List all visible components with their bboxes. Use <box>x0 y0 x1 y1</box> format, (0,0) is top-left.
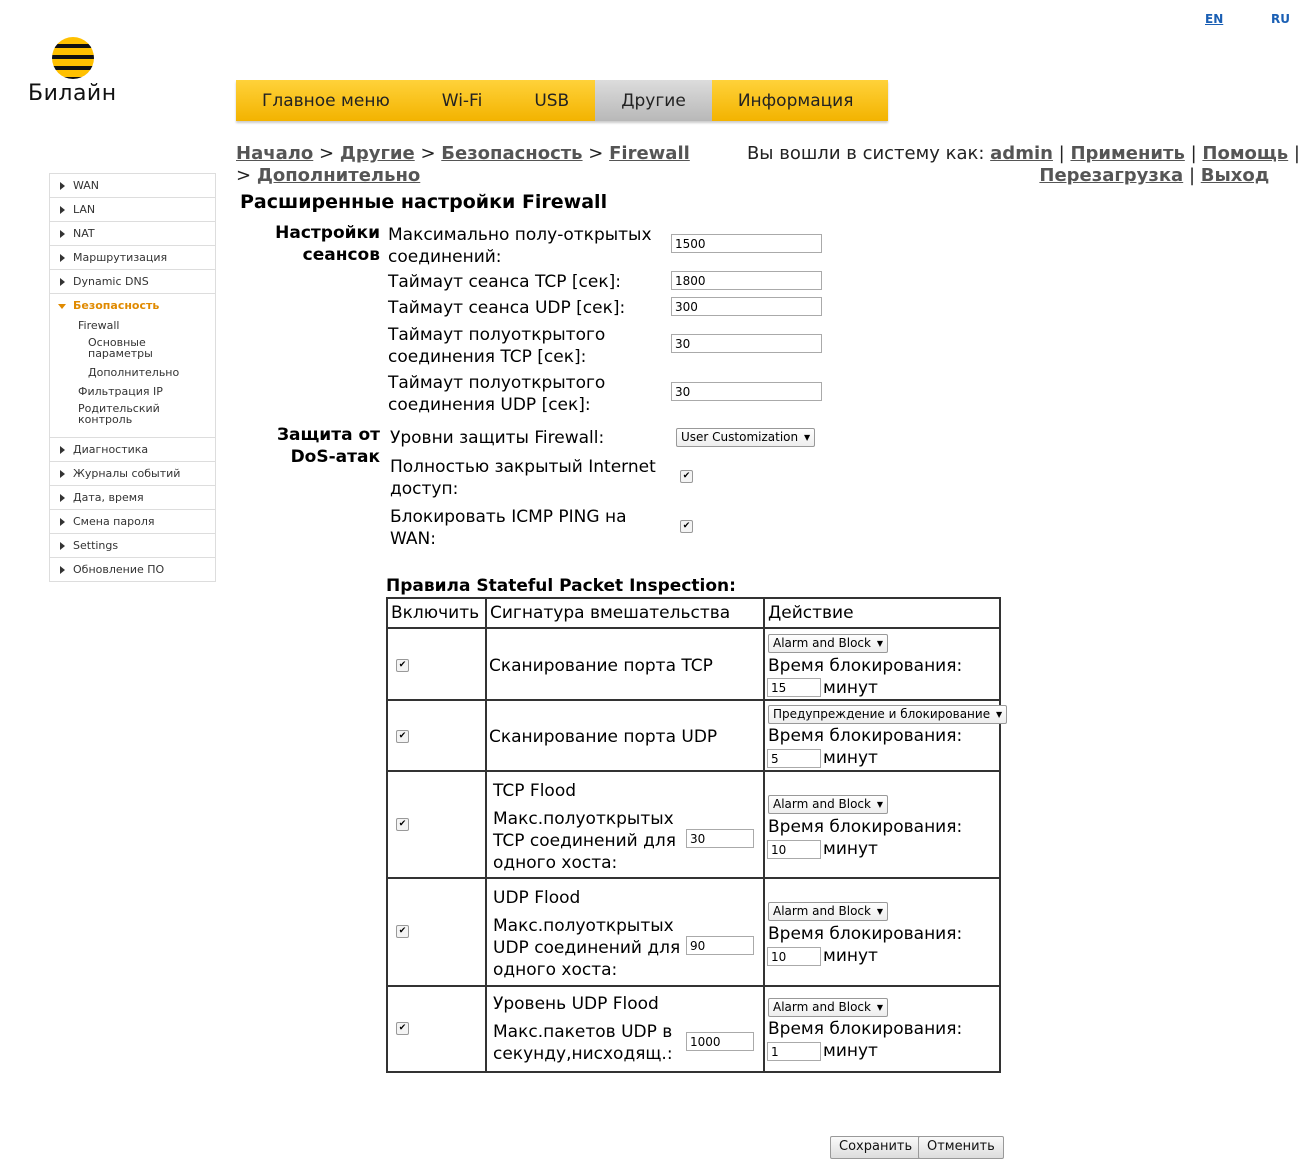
udp-timeout-label: Таймаут сеанса UDP [сек]: <box>388 298 626 318</box>
spi-param-label: Макс.пакетов UDP в секунду,нисходящ.: <box>493 1022 673 1064</box>
help-link[interactable]: Помощь <box>1202 143 1289 164</box>
sidebar <box>49 173 216 582</box>
spi-enable-checkbox[interactable]: ✔ <box>396 818 409 831</box>
fw-level-select[interactable]: User Customization ▼ <box>676 428 815 447</box>
table-row <box>387 628 1000 700</box>
table-row <box>387 878 1000 986</box>
apply-link[interactable]: Применить <box>1070 143 1185 164</box>
spi-param-label: Макс.полуоткрытых UDP соединений для одного хоста: <box>493 916 681 980</box>
sidebar-item-datetime[interactable]: Дата, время <box>49 486 216 510</box>
sidebar-item-password[interactable]: Смена пароля <box>49 510 216 534</box>
breadcrumb-security[interactable]: Безопасность <box>441 143 583 164</box>
block-time-input[interactable]: 5 <box>767 749 821 768</box>
block-time-input[interactable]: 1 <box>767 1042 821 1061</box>
breadcrumb-sep: > <box>420 143 436 164</box>
reboot-link[interactable]: Перезагрузка <box>1039 165 1184 186</box>
minutes-label: минут <box>823 946 878 966</box>
block-time-label: Время блокирования: <box>768 656 963 676</box>
spi-title: Правила Stateful Packet Inspection: <box>386 576 736 596</box>
tcp-half-input[interactable]: 30 <box>671 334 822 353</box>
user-bar-sep: | <box>1188 165 1196 186</box>
sidebar-sub-parental[interactable]: Родительский контроль <box>78 402 160 426</box>
breadcrumb-advanced[interactable]: Дополнительно <box>256 165 421 186</box>
sidebar-item-settings[interactable]: Settings <box>49 534 216 558</box>
top-menu <box>236 80 888 121</box>
block-time-label: Время блокирования: <box>768 726 963 746</box>
spi-table <box>386 597 1001 1073</box>
breadcrumb-sep: > <box>319 143 335 164</box>
closed-internet-checkbox[interactable]: ✔ <box>680 470 693 483</box>
udp-timeout-input[interactable]: 300 <box>671 297 822 316</box>
cancel-button[interactable]: Отменить <box>918 1136 1004 1159</box>
sidebar-item-logs[interactable]: Журналы событий <box>49 462 216 486</box>
spi-param-input[interactable]: 90 <box>686 936 754 955</box>
spi-signature: Сканирование порта TCP <box>489 656 713 676</box>
block-icmp-label: Блокировать ICMP PING на WAN: <box>390 507 627 549</box>
spi-header-signature: Сигнатура вмешательства <box>486 598 764 628</box>
beeline-ball-icon <box>52 37 94 79</box>
spi-action-select[interactable]: Alarm and Block ▼ <box>768 998 888 1017</box>
fw-level-label: Уровни защиты Firewall: <box>390 428 605 448</box>
tcp-timeout-input[interactable]: 1800 <box>671 271 822 290</box>
minutes-label: минут <box>823 678 878 698</box>
dos-section-title: Защита от DoS-атак <box>276 425 380 467</box>
minutes-label: минут <box>823 839 878 859</box>
lang-ru-link[interactable]: RU <box>1271 12 1290 26</box>
sidebar-item-ddns[interactable]: Dynamic DNS <box>49 270 216 294</box>
top-menu-info[interactable]: Информация <box>737 91 854 111</box>
closed-internet-label: Полностью закрытый Internet доступ: <box>390 457 656 499</box>
tcp-timeout-label: Таймаут сеанса TCP [сек]: <box>388 272 621 292</box>
sessions-section-title: Настройки сеансов <box>275 223 380 265</box>
block-time-input[interactable]: 15 <box>767 678 821 697</box>
sidebar-item-routing[interactable]: Маршрутизация <box>49 246 216 270</box>
block-time-input[interactable]: 10 <box>767 840 821 859</box>
block-time-label: Время блокирования: <box>768 924 963 944</box>
breadcrumb-other[interactable]: Другие <box>339 143 415 164</box>
top-menu-main[interactable]: Главное меню <box>262 91 390 111</box>
sidebar-item-nat[interactable]: NAT <box>49 222 216 246</box>
user-bar <box>740 143 1300 187</box>
block-time-input[interactable]: 10 <box>767 947 821 966</box>
breadcrumb-home[interactable]: Начало <box>236 143 314 164</box>
sidebar-item-diagnostics[interactable]: Диагностика <box>49 438 216 462</box>
minutes-label: минут <box>823 1041 878 1061</box>
lang-en-link[interactable]: EN <box>1205 12 1224 26</box>
spi-param-input[interactable]: 1000 <box>686 1032 754 1051</box>
sidebar-sub-ipfilter[interactable]: Фильтрация IP <box>78 385 163 398</box>
spi-enable-checkbox[interactable]: ✔ <box>396 730 409 743</box>
logout-link[interactable]: Выход <box>1200 165 1270 186</box>
max-half-open-input[interactable]: 1500 <box>671 234 822 253</box>
user-name-link[interactable]: admin <box>990 143 1053 164</box>
minutes-label: минут <box>823 748 878 768</box>
user-bar-sep: | <box>1058 143 1065 164</box>
spi-param-input[interactable]: 30 <box>686 829 754 848</box>
spi-signature: Уровень UDP Flood <box>493 994 659 1014</box>
sidebar-sub-advanced[interactable]: Дополнительно <box>88 366 180 379</box>
spi-action-select[interactable]: Alarm and Block ▼ <box>768 795 888 814</box>
sidebar-sub-basic[interactable]: Основные параметры <box>88 336 153 360</box>
breadcrumb-sep: > <box>588 143 604 164</box>
top-menu-usb[interactable]: USB <box>534 91 570 111</box>
logged-in-label: Вы вошли в систему как: <box>746 143 985 164</box>
spi-action-select[interactable]: Alarm and Block ▼ <box>768 634 888 653</box>
logo <box>28 37 128 117</box>
sidebar-sub-firewall[interactable]: Firewall <box>78 319 120 332</box>
spi-enable-checkbox[interactable]: ✔ <box>396 1022 409 1035</box>
block-time-label: Время блокирования: <box>768 1019 963 1039</box>
top-menu-wifi[interactable]: Wi-Fi <box>441 91 483 111</box>
udp-half-input[interactable]: 30 <box>671 382 822 401</box>
spi-header-action: Действие <box>764 598 1000 628</box>
spi-signature: TCP Flood <box>493 781 577 801</box>
breadcrumb-sep: > <box>236 165 252 186</box>
user-bar-sep: | <box>1293 143 1300 164</box>
udp-half-label: Таймаут полуоткрытого соединения UDP [сек]: <box>388 373 606 415</box>
spi-enable-checkbox[interactable]: ✔ <box>396 659 409 672</box>
table-row <box>387 700 1000 771</box>
user-bar-sep: | <box>1190 143 1197 164</box>
spi-signature: Сканирование порта UDP <box>489 727 718 747</box>
spi-enable-checkbox[interactable]: ✔ <box>396 925 409 938</box>
brand-name: Билайн <box>28 81 117 106</box>
sidebar-item-firmware[interactable]: Обновление ПО <box>49 558 216 582</box>
spi-action-select[interactable]: Alarm and Block ▼ <box>768 902 888 921</box>
breadcrumb <box>236 143 706 187</box>
max-half-open-label: Максимально полу-открытых соединений: <box>388 225 652 267</box>
save-button[interactable]: Сохранить <box>830 1136 921 1159</box>
page-title: Расширенные настройки Firewall <box>240 191 608 213</box>
breadcrumb-firewall[interactable]: Firewall <box>609 143 690 164</box>
spi-action-select[interactable]: Предупреждение и блокирование ▼ <box>768 705 1007 724</box>
sidebar-item-wan[interactable]: WAN <box>49 174 216 198</box>
spi-signature: UDP Flood <box>493 888 581 908</box>
table-row <box>387 986 1000 1072</box>
sidebar-item-security[interactable]: Безопасность Firewall Основные параметры Дополнительно Фильтрация IP Родительский контроль <box>49 294 216 438</box>
table-row <box>387 771 1000 878</box>
block-icmp-checkbox[interactable]: ✔ <box>680 520 693 533</box>
top-menu-other[interactable]: Другие <box>595 80 712 121</box>
spi-param-label: Макс.полуоткрытых TCP соединений для одного хоста: <box>493 809 676 873</box>
block-time-label: Время блокирования: <box>768 817 963 837</box>
spi-header-enable: Включить <box>387 598 486 628</box>
sidebar-item-lan[interactable]: LAN <box>49 198 216 222</box>
tcp-half-label: Таймаут полуоткрытого соединения TCP [сек]: <box>388 325 606 367</box>
